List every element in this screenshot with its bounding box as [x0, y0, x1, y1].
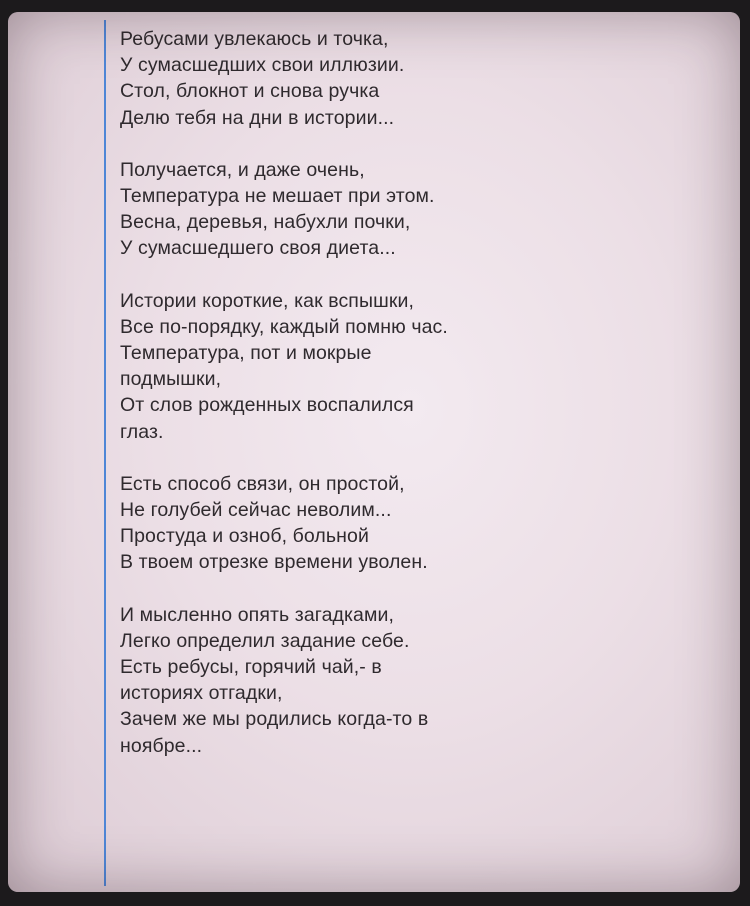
poem-line: подмышки, — [120, 368, 222, 391]
poem-line: Зачем же мы родились когда-то в — [120, 708, 429, 731]
poem-line: Все по-порядку, каждый помню час. — [120, 315, 448, 338]
poem-line: Не голубей сейчас неволим... — [120, 499, 392, 522]
poem-line: глаз. — [120, 420, 164, 443]
poem-line: Делю тебя на дни в истории... — [120, 106, 395, 129]
poem-line: ноябре... — [120, 734, 203, 757]
poem-line: Температура, пот и мокрые — [120, 342, 372, 365]
poem-text[interactable] — [120, 26, 560, 759]
poem-line: У сумасшедшего своя диета... — [120, 237, 396, 260]
poem-line: Простуда и озноб, больной — [120, 525, 369, 548]
margin-rule — [104, 20, 106, 886]
stanza-3 — [120, 288, 560, 445]
poem-line: Ребусами увлекаюсь и точка, — [120, 28, 389, 50]
poem-line: Есть способ связи, он простой, — [120, 472, 405, 495]
note-page — [8, 12, 740, 892]
poem-line: И мысленно опять загадками, — [120, 603, 395, 626]
poem-line: Весна, деревья, набухли почки, — [120, 211, 411, 234]
stanza-5 — [120, 602, 560, 759]
stanza-4 — [120, 471, 560, 576]
poem-line: Есть ребусы, горячий чай,- в — [120, 656, 382, 679]
poem-line: Температура не мешает при этом. — [120, 185, 435, 208]
poem-line: Стол, блокнот и снова ручка — [120, 80, 380, 103]
poem-line: В твоем отрезке времени уволен. — [120, 551, 428, 574]
poem-line: Получается, и даже очень, — [120, 158, 365, 181]
stanza-1 — [120, 26, 560, 131]
poem-line: Истории короткие, как вспышки, — [120, 289, 414, 312]
stanza-2 — [120, 157, 560, 262]
poem-line: От слов рожденных воспалился — [120, 394, 414, 417]
poem-line: историях отгадки, — [120, 682, 283, 705]
poem-line: Легко определил задание себе. — [120, 629, 410, 652]
poem-line: У сумасшедших свои иллюзии. — [120, 54, 405, 77]
